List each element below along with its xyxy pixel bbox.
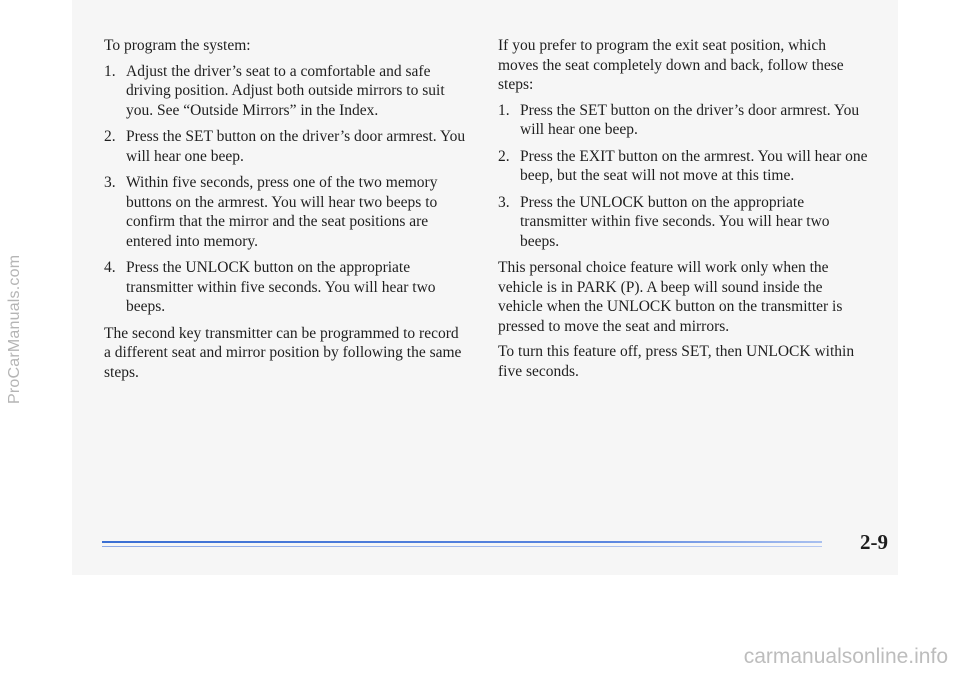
side-watermark: ProCarManuals.com [6, 254, 23, 404]
step-text: Within five seconds, press one of the two memory buttons on the armrest. You will hear two beeps to confirm that the mirror and the seat positions are entered into memory. [126, 174, 438, 250]
footer-rule [102, 541, 822, 543]
step-text: Press the SET button on the driver’s door armrest. You will hear one beep. [520, 101, 860, 138]
right-steps-list [498, 101, 868, 252]
list-item [104, 173, 466, 251]
personal-choice-paragraph: This personal choice feature will work only when the vehicle is in PARK (P). A beep will sound inside the vehicle when the UNLOCK button on the transmitter is pressed to move the seat and mirrors. [498, 259, 843, 335]
list-item [104, 258, 466, 317]
step-text: Press the EXIT button on the armrest. You will hear one beep, but the seat will not move at this time. [520, 147, 868, 184]
step-number: 3. [104, 174, 116, 191]
page-number: 2-9 [860, 530, 888, 554]
left-steps-list [104, 62, 466, 317]
list-item [104, 62, 466, 121]
turn-off-paragraph: To turn this feature off, press SET, then UNLOCK within five seconds. [498, 343, 855, 380]
step-number: 2. [104, 128, 116, 145]
step-number: 1. [498, 101, 510, 119]
step-text: Press the SET button on the driver’s door armrest. You will hear one beep. [126, 128, 466, 165]
list-item [498, 101, 868, 140]
list-item [498, 193, 868, 252]
right-intro: If you prefer to program the exit seat position, which moves the seat completely down and back, follow these steps: [498, 37, 844, 93]
left-column [104, 36, 466, 388]
bottom-watermark: carmanualsonline.info [743, 645, 948, 668]
step-number: 3. [498, 193, 510, 211]
step-text: Adjust the driver’s seat to a comfortable and safe driving position. Adjust both outside mirrors to suit you. See “Outside Mirrors” in the Index. [126, 62, 445, 119]
step-number: 2. [498, 147, 510, 165]
footer-rule-secondary [102, 546, 822, 547]
step-number: 1. [104, 62, 116, 80]
list-item [498, 147, 868, 186]
step-text: Press the UNLOCK button on the appropriate transmitter within five seconds. You will hear two beeps. [520, 193, 830, 250]
step-number: 4. [104, 259, 116, 276]
list-item [104, 127, 466, 166]
right-column [498, 36, 868, 387]
step-text: Press the UNLOCK button on the appropriate transmitter within five seconds. You will hear two beeps. [126, 259, 436, 315]
left-closing-paragraph: The second key transmitter can be programmed to record a different seat and mirror position by following the same steps. [104, 324, 462, 381]
left-intro: To program the system: [104, 37, 251, 54]
